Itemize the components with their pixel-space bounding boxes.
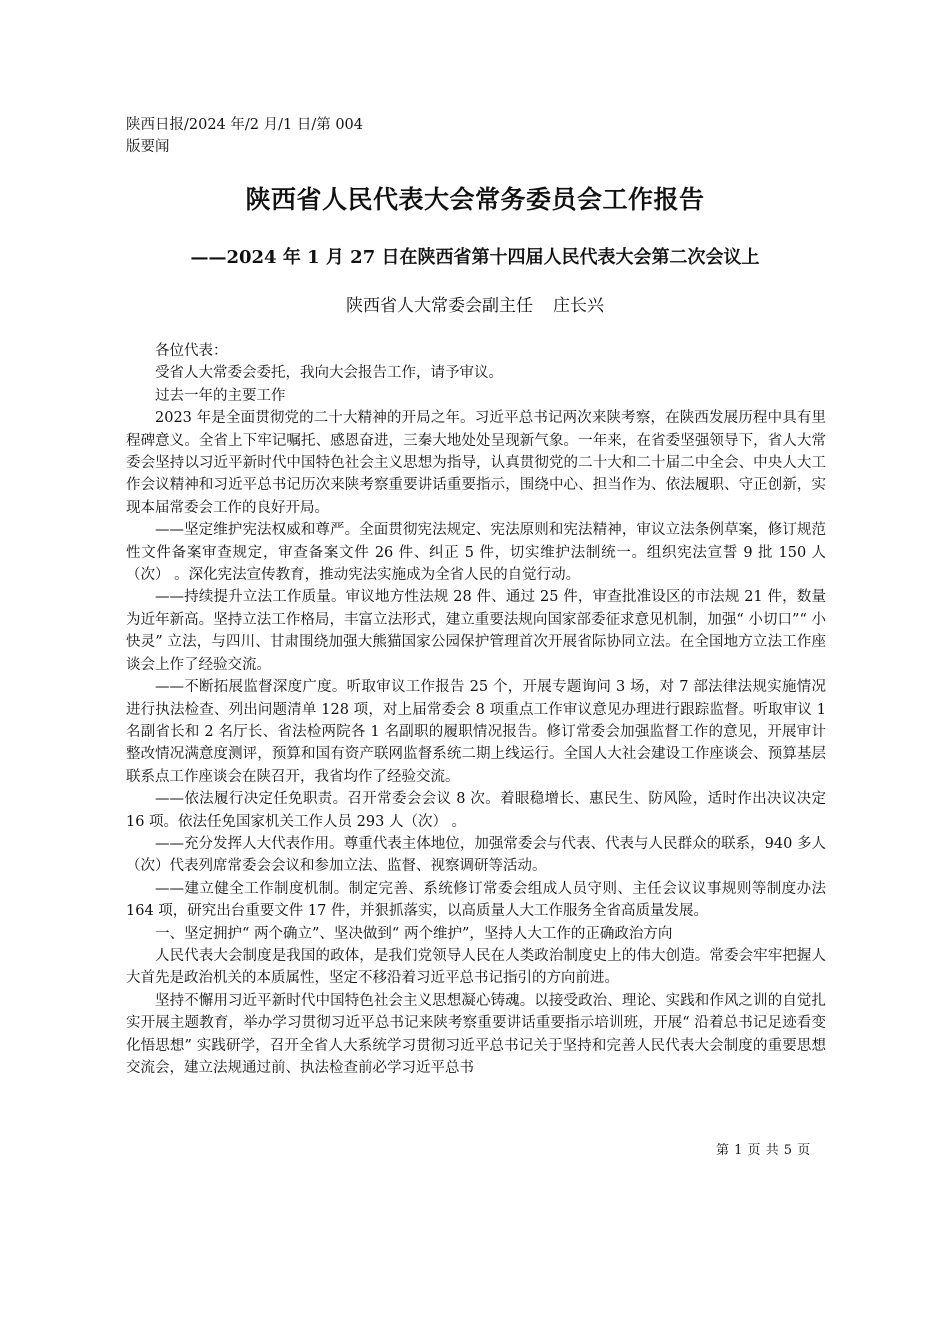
- paragraph: 人民代表大会制度是我国的政体，是我们党领导人民在人类政治制度史上的伟大创造。常委会牢牢把握人大首先是政治机关的本质属性，坚定不移沿着习近平总书记指引的方向前进。: [126, 947, 826, 987]
- paragraph: ——持续提升立法工作质量。审议地方性法规 28 件、通过 25 件，审查批准设区的市法规 21 件，数量为近年新高。坚持立法工作格局，丰富立法形式，建立重要法规向国家部委征求意见机制，加强“ 小切口”“ 小快灵” 立法，与四川、甘肃围绕加强大熊猫国家公园保护管理首次开展省际协同立法。在全国地方立法工作座谈会上作了经验交流。: [126, 589, 826, 673]
- paragraph: ——建立健全工作制度机制。制定完善、系统修订常委会组成人员守则、主任会议议事规则等制度办法 164 项，研究出台重要文件 17 件，并狠抓落实，以高质量人大工作服务全省高质量发展。: [126, 880, 826, 920]
- paragraph: ——不断拓展监督深度广度。听取审议工作报告 25 个，开展专题询问 3 场，对 7 部法律法规实施情况进行执法检查、列出问题清单 128 项，对上届常委会 8 项重点工作审议意见办理进行跟踪监督。听取审议 1 名副省长和 2 名厅长、省法检两院各 1 名副职的履职情况报告。修订常委会加强监督工作的意见，开展审计整改情况满意度测评，预算和国有资产联网监督系统二期上线运行。全国人大社会建设工作座谈会、预算基层联系点工作座谈会在陕召开，我省均作了经验交流。: [126, 679, 826, 785]
- document-subtitle: ——2024 年 1 月 27 日在陕西省第十四届人民代表大会第二次会议上: [190, 247, 760, 268]
- paragraph: ——依法履行决定任免职责。召开常委会会议 8 次。着眼稳增长、惠民生、防风险，适时作出决议决定 16 项。依法任免国家机关工作人员 293 人（次） 。: [126, 791, 826, 830]
- page-number: 第 1 页 共 5 页: [716, 1143, 811, 1158]
- paragraph: 各位代表：: [155, 343, 228, 359]
- section-heading: 一、坚定拥护“ 两个确立”、坚决做到“ 两个维护”，坚持人大工作的正确政治方向: [155, 925, 673, 942]
- source-date: 陕西日报/2024 年/2 月/1 日/第 004: [126, 117, 364, 133]
- author-name: 庄长兴: [553, 296, 604, 316]
- paragraph: 受省人大常委会委托，我向大会报告工作，请予审议。: [155, 365, 503, 382]
- paragraph: ——充分发挥人大代表作用。尊重代表主体地位，加强常委会与代表、代表与人民群众的联系，940 多人（次）代表列席常委会会议和参加立法、监督、视察调研等活动。: [126, 835, 826, 875]
- paragraph: 2023 年是全面贯彻党的二十大精神的开局之年。习近平总书记两次来陕考察，在陕西发展历程中具有里程碑意义。全省上下牢记嘱托、感恩奋进，三秦大地处处呈现新气象。一年来，在省委坚强领导下，省人大常委会坚持以习近平新时代中国特色社会主义思想为指导，认真贯彻党的二十大和二十届二中全会、中央人大工作会议精神和习近平总书记历次来陕考察重要讲话重要指示，围绕中心、担当作为、依法履职、守正创新，实现本届常委会工作的良好开局。: [126, 410, 826, 516]
- source-line: [126, 114, 526, 158]
- document-body: [126, 340, 826, 1079]
- document-title: 陕西省人民代表大会常务委员会工作报告: [245, 185, 705, 214]
- author-line: [0, 291, 950, 316]
- author-position: 陕西省人大常委会副主任: [346, 296, 533, 316]
- paragraph: 过去一年的主要工作: [155, 387, 286, 404]
- paragraph: 坚持不懈用习近平新时代中国特色社会主义思想凝心铸魂。以接受政治、理论、实践和作风之训的自觉扎实开展主题教育，举办学习贯彻习近平总书记来陕考察重要讲话重要指示培训班，开展“ 沿着总书记足迹看变化悟思想” 实践研学，召开全省人大系统学习贯彻习近平总书记关于坚持和完善人民代表大会制度的重要思想交流会，建立法规通过前、执法检查前必学习近平总书: [126, 992, 826, 1076]
- paragraph: ——坚定维护宪法权威和尊严。全面贯彻宪法规定、宪法原则和宪法精神，审议立法条例草案，修订规范性文件备案审查规定，审查备案文件 26 件、纠正 5 件，切实维护法制统一。组织宪法宣誓 9 批 150 人（次） 。深化宪法宣传教育，推动宪法实施成为全省人民的自觉行动。: [126, 522, 826, 584]
- source-section: 版要闻: [126, 139, 170, 155]
